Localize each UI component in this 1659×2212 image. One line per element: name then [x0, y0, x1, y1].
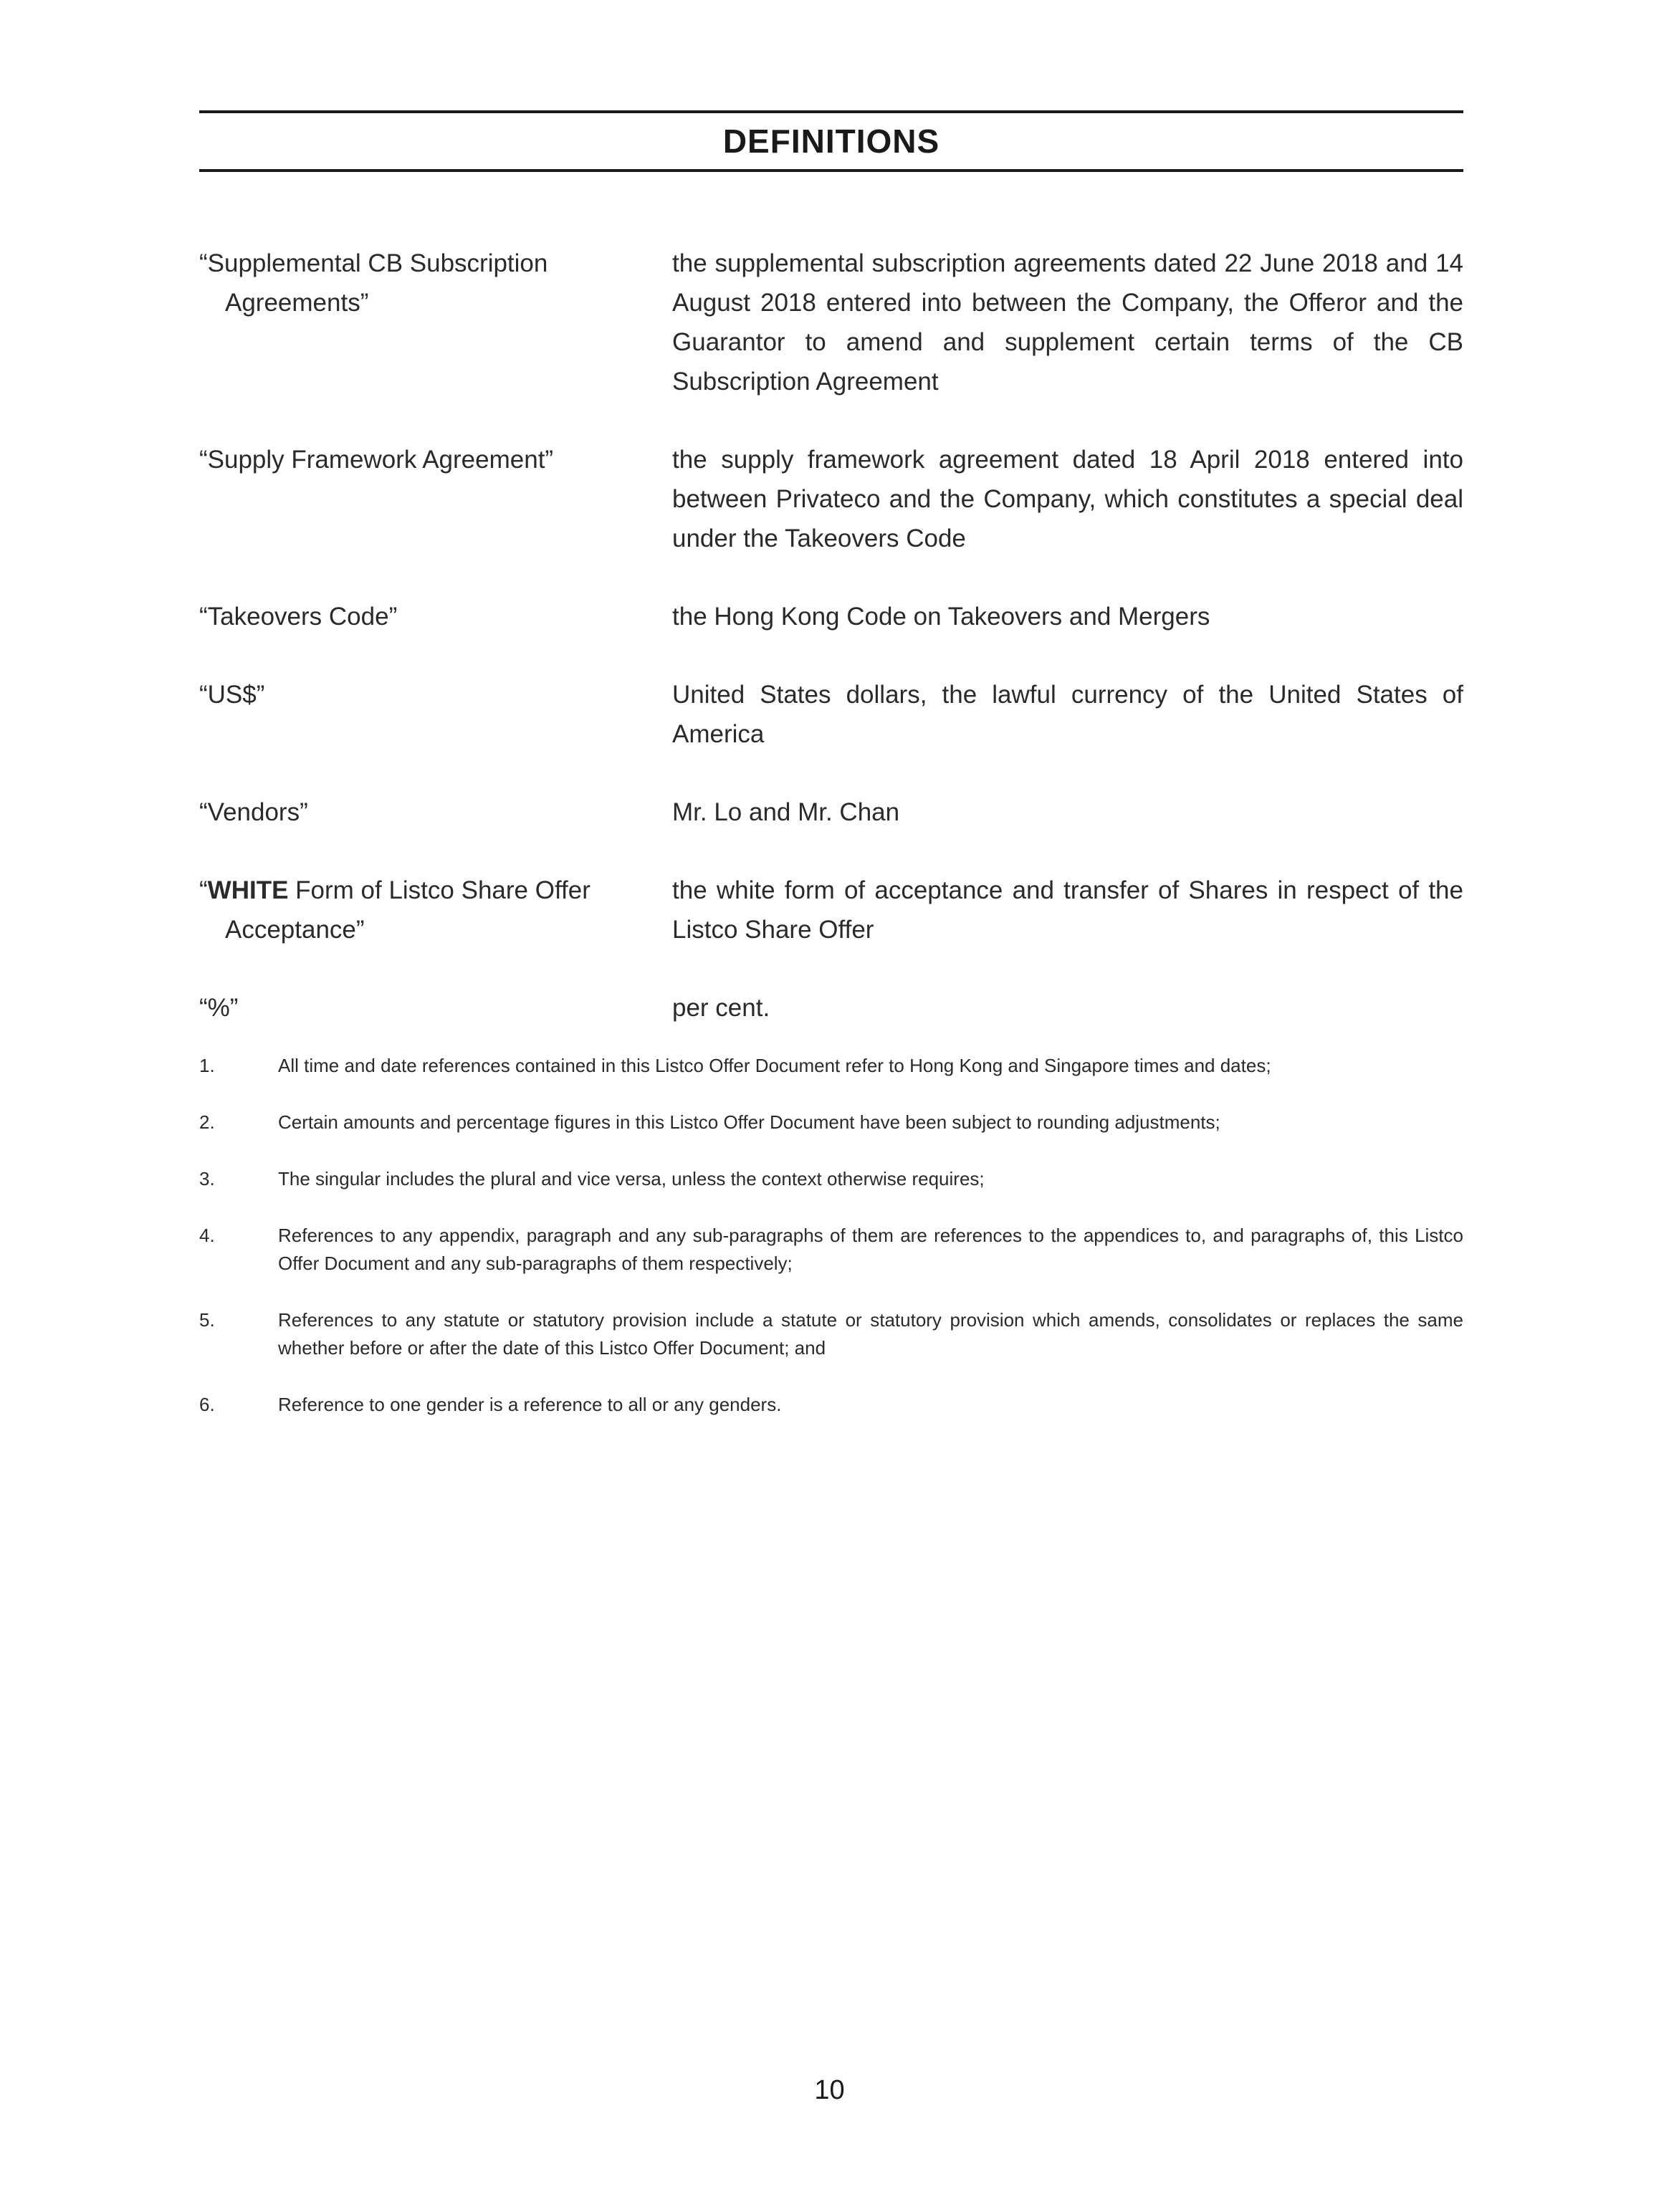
note-item: [199, 1391, 1463, 1419]
term-bold-word: WHITE: [207, 876, 289, 904]
note-text: The singular includes the plural and vice versa, unless the context otherwise requires;: [278, 1168, 985, 1189]
definition-row: [199, 440, 1463, 558]
definition-row: [199, 871, 1463, 949]
definition-term: “Takeovers Code”: [199, 603, 398, 631]
page-title: DEFINITIONS: [722, 123, 940, 160]
definition-text: United States dollars, the lawful currency of the United States of America: [672, 681, 1463, 748]
definition-text: Mr. Lo and Mr. Chan: [672, 798, 900, 826]
definition-text: the supplemental subscription agreements dated 22 June 2018 and 14 August 2018 entered into between the Company, the Offeror and the Guarantor to amend and supplement certain terms of the CB Subscription Agreement: [672, 249, 1463, 396]
note-item: [199, 1222, 1463, 1278]
note-text: Certain amounts and percentage figures in this Listco Offer Document have been subject to rounding adjustments;: [278, 1111, 1220, 1133]
note-number: 4.: [199, 1225, 215, 1246]
note-number: 5.: [199, 1309, 215, 1331]
page-header: [199, 110, 1463, 172]
definition-row: [199, 244, 1463, 401]
definition-row: [199, 675, 1463, 754]
definition-term: “US$”: [199, 681, 265, 709]
definition-row: [199, 793, 1463, 832]
definition-term: “Supplemental CB Subscription Agreements”: [199, 249, 548, 317]
definition-term: “%”: [199, 994, 239, 1022]
note-text: References to any appendix, paragraph and any sub-paragraphs of them are references to the appendices to, and paragraphs of, this Listco Offer Document and any sub-paragraphs of them respectively;: [278, 1225, 1463, 1274]
notes-list: [199, 1052, 1463, 1447]
note-item: [199, 1306, 1463, 1362]
note-text: All time and date references contained in this Listco Offer Document refer to Hong Kong and Singapore times and dates;: [278, 1055, 1271, 1076]
note-number: 2.: [199, 1111, 215, 1133]
definition-text: the supply framework agreement dated 18 April 2018 entered into between Privateco and the Company, which constitutes a special deal under the Takeovers Code: [672, 446, 1463, 552]
note-item: [199, 1165, 1463, 1193]
note-number: 1.: [199, 1055, 215, 1076]
definition-text: per cent.: [672, 994, 770, 1022]
note-number: 3.: [199, 1168, 215, 1189]
note-item: [199, 1109, 1463, 1136]
note-text: References to any statute or statutory provision include a statute or statutory provision which amends, consolidates or replaces the same whether before or after the date of this Listco Offer Document; and: [278, 1309, 1463, 1359]
note-number: 6.: [199, 1394, 215, 1415]
note-item: [199, 1052, 1463, 1080]
definition-term: “Vendors”: [199, 798, 308, 826]
definition-text: the white form of acceptance and transfer of Shares in respect of the Listco Share Offer: [672, 876, 1463, 944]
term-open-quote: “: [199, 876, 208, 904]
page-number: 10: [814, 2075, 845, 2105]
definition-term: “Supply Framework Agreement”: [199, 446, 554, 474]
note-text: Reference to one gender is a reference to all or any genders.: [278, 1394, 782, 1415]
term-rest: Form of Listco Share Offer Acceptance”: [225, 876, 591, 944]
definition-text: the Hong Kong Code on Takeovers and Mergers: [672, 603, 1210, 631]
definitions-list: [199, 244, 1463, 1066]
definition-row: [199, 597, 1463, 636]
definition-row: [199, 988, 1463, 1028]
definition-term: [199, 871, 684, 949]
